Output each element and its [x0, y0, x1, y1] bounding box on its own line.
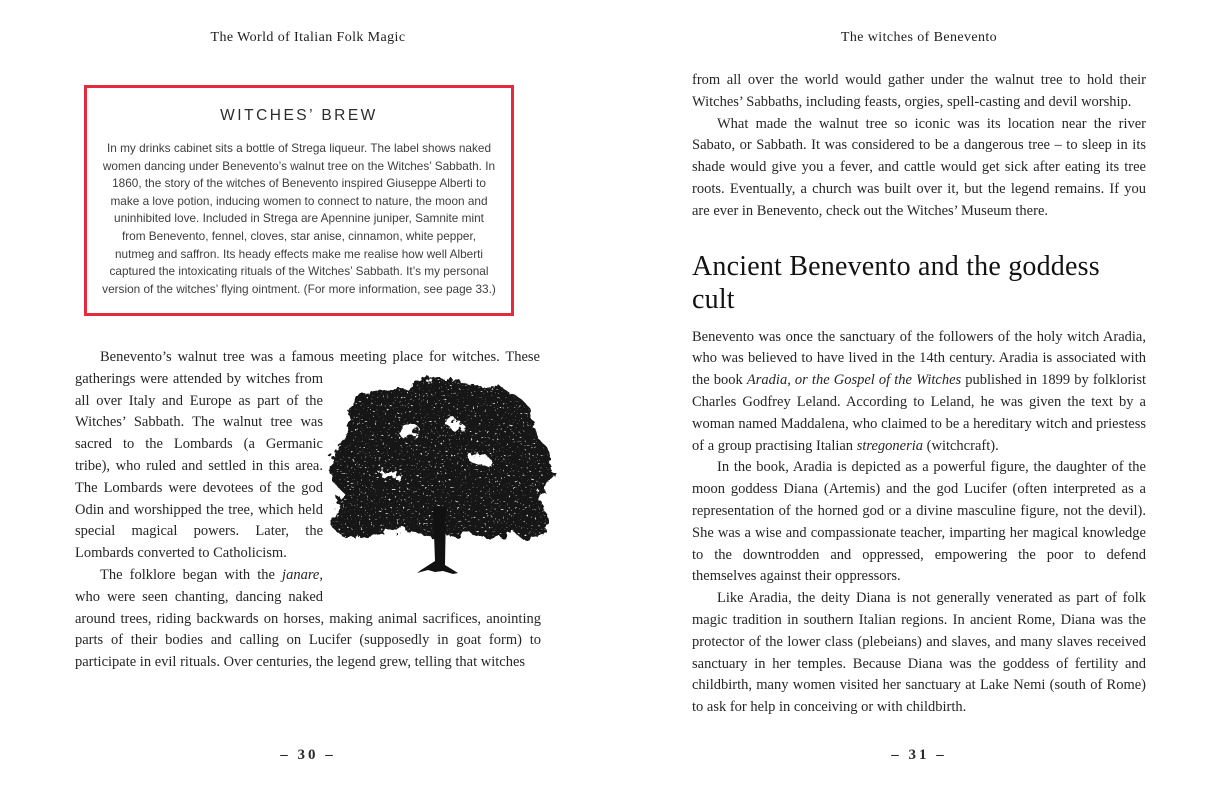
left-page [75, 0, 541, 800]
walnut-tree-svg [329, 369, 554, 584]
left-page-number: – 30 – [280, 747, 336, 763]
paragraph-walnut-tree [75, 347, 541, 565]
brew-box-title: WITCHES’ BREW [220, 107, 378, 124]
paragraph-gather: from all over the world would gather under the walnut tree to hold their Witches’ Sabbaths, including feasts, orgies, spell-casting and devil worship. [692, 72, 1146, 110]
brew-box-body: In my drinks cabinet sits a bottle of Strega liqueur. The label shows naked women dancing under Benevento’s walnut tree on the Witches’ Sabbath. In 1860, the story of the witches of Benevento inspired Giuseppe Alberti to make a love potion, inducing women to connect to nature, the moon and uninhibited love. Included in Strega are Apennine juniper, Samnite mint from Benevento, fennel, cloves, star anise, cinnamon, white pepper, nutmeg and saffron. Its heady effects make me realise how well Alberti captured the intoxicating rituals of the Witches’ Sabbath. It’s my personal version of the witches’ flying ointment. (For more information, see page 33.) [102, 141, 496, 296]
right-running-header: The witches of Benevento [840, 30, 998, 45]
paragraph-diana: Like Aradia, the deity Diana is not generally venerated as part of folk magic tradition in southern Italian regions. In ancient Rome, Diana was the protector of the lower class (plebeians) and slaves, and many slaves received sanctuary in her temples. Because Diana was the goddess of fertility and childbirth, many women visited her sanctuary at Lake Nemi (south of Rome) to ask for help in conceiving or with childbirth. [692, 590, 1146, 716]
paragraph-folklore: The folklore began with the janare, who were seen chanting, dancing naked around trees, riding backwards on horses, making animal sacrifices, anointing parts of their bodies and calling on Lucifer (supposedly in goat form) to participate in evil rituals. Over centuries, the legend grew, telling that witches [75, 566, 541, 671]
paragraph-in-the-book: In the book, Aradia is depicted as a powerful figure, the daughter of the moon goddess Diana (Artemis) and the god Lucifer (often interpreted as a representation of the horned god or a divine masculine figure, not the devil). She was a wise and compassionate teacher, imparting her magical knowledge to the downtrodden and oppressed, empowering the poor to defend themselves against their oppressors. [692, 459, 1146, 585]
right-body-text [692, 70, 1146, 719]
float-spacer [540, 347, 541, 369]
section-heading: Ancient Benevento and the goddess cult [692, 250, 1100, 315]
walnut-tree-illustration [333, 369, 541, 584]
left-running-header: The World of Italian Folk Magic [210, 30, 406, 45]
witches-brew-box [84, 85, 514, 316]
paragraph-iconic-tree: What made the walnut tree so iconic was its location near the river Sabato, or Sabbath. It was considered to be a dangerous tree – to sleep in its shade would give you a fever, and cattle would get sick after eating its tree roots. Eventually, a church was built over it, but the legend remains. If you are ever in Benevento, check out the Witches’ Museum there. [692, 115, 1146, 219]
paragraph-text: Benevento’s walnut tree was a famous meeting place for witches. These gatherings were attended by witches from all over Italy and Europe as part of the Witches’ Sabbath. The walnut tree was sacred to the Lombards (a Germanic tribe), who ruled and settled in this area. The Lombards were devotees of the god Odin and worshipped the tree, which held special magical powers. Later, the Lombards converted to Catholicism. [75, 349, 540, 562]
left-body-text [75, 347, 541, 674]
paragraph-aradia: Benevento was once the sanctuary of the followers of the holy witch Aradia, who was believed to have lived in the 14th century. Aradia is associated with the book Aradia, or the Gospel of the Witches published in 1899 by folklorist Charles Godfrey Leland. According to Leland, he was given the text by a woman named Maddalena, who claimed to be a hereditary witch and priestess of a group practising Italian stregoneria (witchcraft). [692, 328, 1146, 454]
right-page [692, 0, 1146, 800]
right-page-number: – 31 – [891, 747, 947, 763]
